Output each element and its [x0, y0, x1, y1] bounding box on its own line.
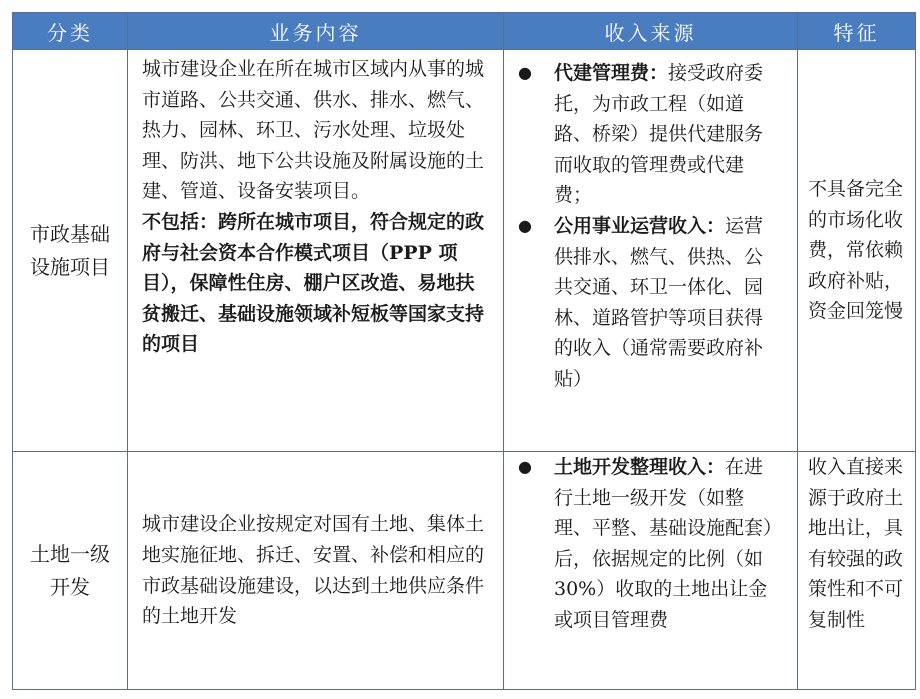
business-table	[12, 12, 916, 690]
source-cell	[504, 452, 798, 690]
category-cell	[13, 452, 128, 690]
bullet-icon: ●	[518, 63, 532, 82]
bullet-icon: ●	[518, 215, 532, 235]
list-item	[510, 211, 791, 395]
list-item	[510, 58, 791, 211]
source-title: 代建管理费：	[554, 62, 669, 84]
header-feature: 特征	[798, 13, 916, 50]
header-category: 分类	[13, 13, 128, 50]
list-item	[510, 452, 791, 636]
table-row	[13, 50, 916, 452]
content-text: 城市建设企业按规定对国有土地、集体土地实施征地、拆迁、安置、补偿和相应的市政基础设施建设，以达到土地供应条件的土地开发	[142, 513, 485, 628]
content-text: 城市建设企业在所在城市区域内从事的城市道路、公共交通、供水、排水、燃气、热力、园林、环卫、污水处理、垃圾处理、防洪、地下公共设施及附属设施的土建、管道、设备安装项目。	[142, 58, 485, 203]
table-row	[13, 452, 916, 690]
source-text: 运营供排水、燃气、供热、公共交通、环卫一体化、园林、道路管护等项目获得的收入（通常需要政府补贴）	[554, 214, 764, 390]
source-cell	[504, 50, 798, 452]
header-row	[13, 13, 916, 50]
feature-text: 收入直接来源于政府土地出让，具有较强的政策性和不可复制性	[808, 456, 904, 631]
source-text: 接受政府委托，为市政工程（如道路、桥梁）提供代建服务而收取的管理费或代建费；	[554, 62, 764, 207]
content-exclusion: 不包括：跨所在城市项目，符合规定的政府与社会资本合作模式项目（PPP 项目），保障性住房、棚户区改造、易地扶贫搬迁、基础设施领域补短板等国家支持的项目	[142, 210, 485, 356]
bullet-icon: ●	[518, 457, 532, 476]
feature-cell	[798, 50, 916, 452]
header-content: 业务内容	[128, 13, 504, 50]
source-text: 在进行土地一级开发（如整理、平整、基础设施配套）后，依据规定的比例（如 30%）收取的土地出让金或项目管理费	[554, 456, 773, 631]
category-label: 土地一级开发	[30, 541, 110, 599]
source-title: 土地开发整理收入：	[554, 456, 726, 478]
content-cell	[128, 452, 504, 690]
feature-text: 不具备完全的市场化收费，常依赖政府补贴，资金回笼慢	[808, 178, 904, 323]
category-cell	[13, 50, 128, 452]
source-title: 公用事业运营收入：	[554, 214, 726, 237]
category-label: 市政基础设施项目	[30, 221, 110, 279]
feature-cell	[798, 452, 916, 690]
content-cell	[128, 50, 504, 452]
header-source: 收入来源	[504, 13, 798, 50]
